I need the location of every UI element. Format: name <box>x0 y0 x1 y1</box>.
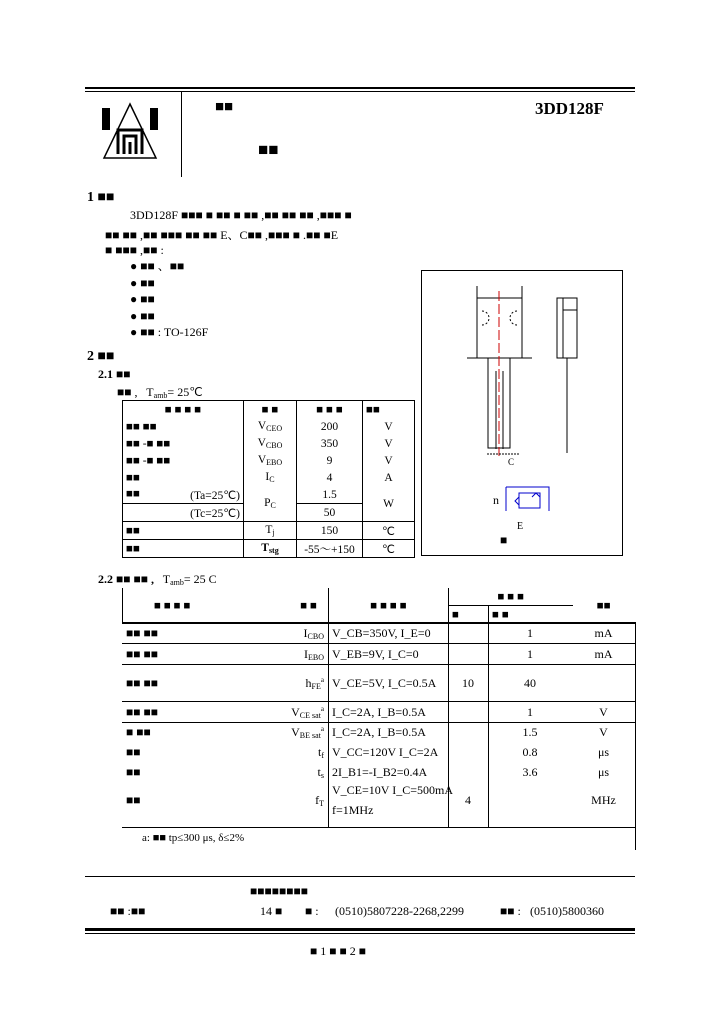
para-line: 3DD128F ■■■ ■ ■■ ■ ■■ ,■■ ■■ ■■ ,■■■ ■ <box>130 208 352 222</box>
col-divider <box>448 722 449 827</box>
unit: ℃ <box>363 522 415 540</box>
test-condition: I_C=2A, I_B=0.5A <box>332 725 426 739</box>
col-divider <box>635 827 636 850</box>
min-value: 4 <box>465 793 471 807</box>
subtitle: ■■ <box>258 140 279 159</box>
max-value: 1 <box>527 704 533 719</box>
symbol: $t_f$ <box>317 745 324 760</box>
table-row <box>123 540 415 558</box>
param-name: ■■ ■■ <box>126 625 158 640</box>
test-condition: f=1MHz <box>332 803 374 817</box>
value: 350 <box>297 435 363 452</box>
col-divider <box>635 701 636 722</box>
param-name: ■■ ■■ <box>123 418 244 435</box>
col-divider <box>328 622 329 643</box>
pin-label-e: E <box>517 521 524 532</box>
header-divider <box>181 91 182 177</box>
symbol: $P_C$ <box>244 486 297 522</box>
param-name: ■■ <box>126 765 141 779</box>
max-value: 40 <box>524 675 536 690</box>
top-rule-thin <box>85 91 635 92</box>
part-number: 3DD128F <box>535 99 604 118</box>
param-name: ■■ -■ ■■ <box>123 435 244 452</box>
table-header-row <box>123 588 636 606</box>
row-divider <box>122 622 635 623</box>
table-row <box>123 486 415 504</box>
table-header-row <box>123 401 415 419</box>
test-condition: V_CC=120V I_C=2A <box>332 745 439 759</box>
subsection-2-1: 2.1 ■■ <box>98 367 131 381</box>
row-divider <box>122 664 635 665</box>
table-row <box>123 452 415 469</box>
col-divider <box>448 643 449 664</box>
footer-contact: ■■ :■■ 14 ■ ■ : (0510)5807228-2268,2299 ■■ : (0510)5800360 <box>110 904 604 918</box>
col-divider <box>635 643 636 664</box>
to126f-drawing <box>422 271 622 555</box>
param-name: ■■ ■■ <box>126 646 158 661</box>
unit: V <box>599 725 608 739</box>
feature-item: ● ■■ <box>130 308 155 323</box>
symbol: $h_{FE}^a$ <box>305 675 324 691</box>
pin-label-n: n <box>493 493 499 507</box>
table-row <box>123 418 415 435</box>
subsection-2-2: 2.2 ■■ ■■ , $T_{amb}= 25$ C <box>98 572 217 587</box>
col-header: ■■ <box>596 599 611 612</box>
section-1-title: 1 ■■ <box>87 190 115 205</box>
section-2-title: 2 ■■ <box>87 349 115 364</box>
param-name: ■■ <box>123 540 244 558</box>
col-header: ■ ■ ■ ■ <box>123 401 244 419</box>
product-type: ■■ <box>215 99 234 115</box>
unit: V <box>384 437 393 450</box>
row-divider <box>122 643 635 644</box>
unit: V <box>384 420 393 433</box>
col-header-max: ■ ■ <box>492 608 509 621</box>
param-cond: (Tc=25℃) <box>123 504 244 522</box>
test-condition: V_CE=10V I_C=500mA <box>332 783 453 797</box>
table-row <box>123 522 415 540</box>
top-rule <box>85 87 635 89</box>
max-value: 1 <box>527 646 533 661</box>
unit: μs <box>597 765 610 779</box>
unit: MHz <box>591 793 616 807</box>
footer-rule <box>85 876 635 877</box>
param-name: ■■ (Ta=25℃) <box>123 486 244 504</box>
max-value: 1.5 <box>522 725 538 739</box>
feature-item: ● ■■ <box>130 275 155 290</box>
param-name: ■ ■■ <box>126 725 151 739</box>
feature-item: ● ■■ 、■■ <box>130 259 185 273</box>
footer-company: ■■■■■■■■ <box>250 884 308 898</box>
unit: ℃ <box>382 543 395 556</box>
conditions-line: ■■ , $T_{amb}=$ 25℃ <box>117 385 203 400</box>
symbol: $I_{CBO}$ <box>303 625 324 641</box>
feature-item: ● ■■ : TO-126F <box>130 325 209 339</box>
row-divider <box>122 701 635 702</box>
col-divider <box>635 664 636 701</box>
param-name: ■■ ■■ <box>126 675 158 690</box>
pin-label-c: C <box>508 457 515 467</box>
symbol: $T_j$ <box>244 522 297 540</box>
unit: V <box>599 704 608 719</box>
param-name: ■■ <box>123 469 244 486</box>
col-header: ■ ■ <box>244 401 297 419</box>
value: 150 <box>297 522 363 540</box>
figure-caption: ■ <box>500 533 508 547</box>
unit: V <box>384 454 393 467</box>
symbol: $I_C$ <box>244 469 297 486</box>
symbol: $V_{CBO}$ <box>244 435 297 452</box>
col-header: ■ ■ ■ <box>449 588 573 606</box>
col-divider <box>448 701 449 722</box>
value: 200 <box>297 418 363 435</box>
feature-item: ● ■■ <box>130 292 155 306</box>
col-divider <box>448 622 449 643</box>
col-divider <box>635 722 636 827</box>
param-name: ■■ <box>123 522 244 540</box>
symbol: $T_{stg}$ <box>244 540 297 558</box>
max-value: 1 <box>527 625 533 640</box>
test-condition: V_CB=350V, I_E=0 <box>332 625 431 640</box>
param-name: ■■ <box>126 745 141 759</box>
symbol: $f_T$ <box>315 793 324 808</box>
test-condition: I_C=2A, I_B=0.5A <box>332 704 426 719</box>
max-value: 0.8 <box>522 745 538 759</box>
para-line: ■■ ■■ ,■■ ■■■ ■■ ■■ E、C■■ ,■■■ ■ .■■ ■E <box>105 228 339 242</box>
absolute-max-ratings-table <box>122 400 415 558</box>
param-name: ■■ ■■ <box>126 704 158 719</box>
unit: W <box>363 486 415 522</box>
value: 50 <box>297 504 363 522</box>
value: 1.5 <box>297 486 363 504</box>
col-divider <box>328 643 329 664</box>
col-divider <box>328 664 329 701</box>
col-header-min: ■ <box>449 606 489 624</box>
test-condition: 2I_B1=-I_B2=0.4A <box>332 765 428 779</box>
company-logo-icon <box>100 100 160 164</box>
unit: mA <box>594 625 613 640</box>
symbol: $V_{BE sat}^a$ <box>291 725 324 740</box>
col-header: ■ ■ ■ <box>297 401 363 419</box>
unit: mA <box>594 646 613 661</box>
symbol: $V_{CE sat}^a$ <box>291 704 324 720</box>
param-name: ■■ <box>126 793 141 807</box>
package-outline-figure <box>421 270 623 556</box>
footnote: a: ■■ tp≤300 μs, δ≤2% <box>142 832 245 844</box>
symbol: $t_s$ <box>317 765 324 780</box>
row-divider <box>122 827 635 828</box>
electrical-characteristics-table <box>122 588 635 624</box>
value: 9 <box>297 452 363 469</box>
symbol: $I_{EBO}$ <box>304 646 324 662</box>
param-name: ■■ -■ ■■ <box>123 452 244 469</box>
col-header: ■ ■ ■ ■ ■ ■ <box>123 588 329 624</box>
max-value: 3.6 <box>522 765 538 779</box>
col-divider <box>328 701 329 722</box>
value: -55～+150 <box>297 540 363 558</box>
table-row <box>123 469 415 486</box>
unit: μs <box>597 745 610 759</box>
col-divider <box>635 622 636 643</box>
col-header: ■■ <box>366 403 380 416</box>
unit: A <box>384 471 393 484</box>
para-line: ■ ■■■ ,■■ : <box>105 243 164 257</box>
min-value: 10 <box>462 675 474 690</box>
page-number: ■ 1 ■ ■ 2 ■ <box>310 944 366 958</box>
test-condition: V_EB=9V, I_C=0 <box>332 646 419 661</box>
row-divider <box>122 722 635 723</box>
col-header: ■ ■ ■ ■ <box>329 588 449 624</box>
test-condition: V_CE=5V, I_C=0.5A <box>332 675 437 690</box>
footer-thin-rule <box>85 933 635 934</box>
col-divider <box>328 722 329 827</box>
value: 4 <box>297 469 363 486</box>
table-row <box>123 435 415 452</box>
footer-thick-rule <box>85 928 635 931</box>
symbol: $V_{EBO}$ <box>244 452 297 469</box>
feature-list <box>130 258 208 341</box>
symbol: $V_{CEO}$ <box>244 418 297 435</box>
